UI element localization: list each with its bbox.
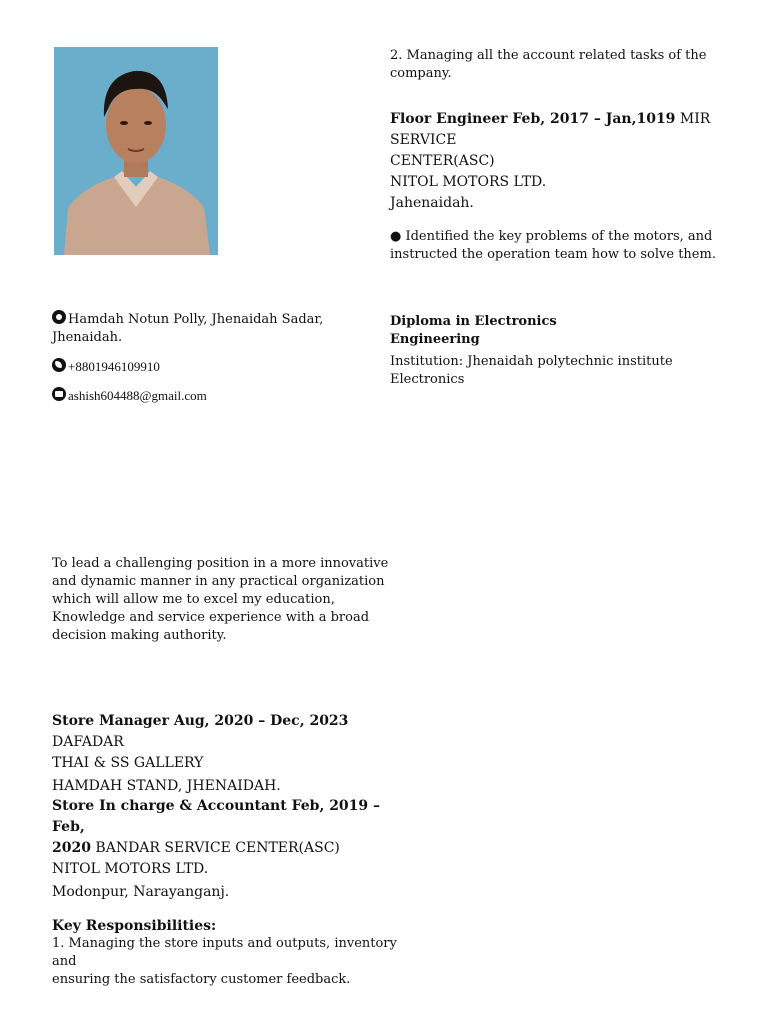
- responsibilities-heading: Key Responsibilities:: [52, 918, 217, 934]
- company-address: HAMDAH STAND, JHENAIDAH.: [52, 778, 281, 794]
- responsibility-1-cont: ensuring the satisfactory customer feedback.: [52, 972, 351, 987]
- responsibility-2: [390, 47, 740, 83]
- degree-title: Diploma in Electronics: [390, 314, 557, 329]
- email-icon: [52, 387, 66, 401]
- phone-icon: [52, 358, 66, 372]
- company-address: Jahenaidah.: [390, 195, 474, 211]
- experience-item-floor-engineer: [390, 109, 750, 264]
- responsibility-1: 1. Managing the store inputs and outputs, inventory and: [52, 936, 397, 969]
- contact-phone: [52, 358, 372, 377]
- responsibility-1-cont: instructed the operation team how to solve them.: [390, 247, 716, 262]
- job-title-cont: 2020: [52, 840, 91, 856]
- contact-email: [52, 387, 372, 406]
- education-item: [390, 313, 750, 389]
- experience-item-store-manager: [52, 711, 397, 797]
- contact-address: [52, 310, 372, 347]
- job-title: Store In charge & Accountant Feb, 2019 – Feb,: [52, 798, 381, 835]
- experience-item-store-incharge: [52, 796, 397, 989]
- company-name-cont: THAI & SS GALLERY: [52, 755, 204, 771]
- job-title: Floor Engineer Feb, 2017 – Jan,1019: [390, 111, 676, 127]
- company-address: Modonpur, Narayanganj.: [52, 884, 230, 900]
- phone-text: +8801946109910: [68, 359, 160, 374]
- company-name: DAFADAR: [52, 734, 124, 750]
- location-pin-icon: [52, 310, 66, 324]
- employer-name: NITOL MOTORS LTD.: [390, 174, 547, 190]
- career-objective: To lead a challenging position in a more innovative and dynamic manner in any practical organization which will allow me to excel my education, Knowledge and service experience with a broad decision making authority.: [52, 556, 389, 643]
- employer-name: NITOL MOTORS LTD.: [52, 861, 209, 877]
- responsibility-2-text: 2. Managing all the account related tasks of the: [390, 48, 707, 63]
- responsibility-1: ● Identified the key problems of the motors, and: [390, 229, 713, 244]
- job-title: Store Manager Aug, 2020 – Dec, 2023: [52, 713, 349, 729]
- address-text: Hamdah Notun Polly, Jhenaidah Sadar, Jhenaidah.: [52, 312, 324, 345]
- institution-text: Institution: Jhenaidah polytechnic institute Electronics: [390, 354, 673, 387]
- profile-photo: [54, 47, 218, 255]
- company-name: BANDAR SERVICE CENTER(ASC): [95, 840, 340, 856]
- company-name-cont: CENTER(ASC): [390, 153, 495, 169]
- person-portrait-image: [54, 47, 218, 255]
- degree-title-cont: Engineering: [390, 332, 480, 347]
- responsibility-2-cont: company.: [390, 66, 452, 81]
- email-text: ashish604488@gmail.com: [68, 388, 207, 403]
- company-name: MIR SERVICE: [390, 111, 711, 148]
